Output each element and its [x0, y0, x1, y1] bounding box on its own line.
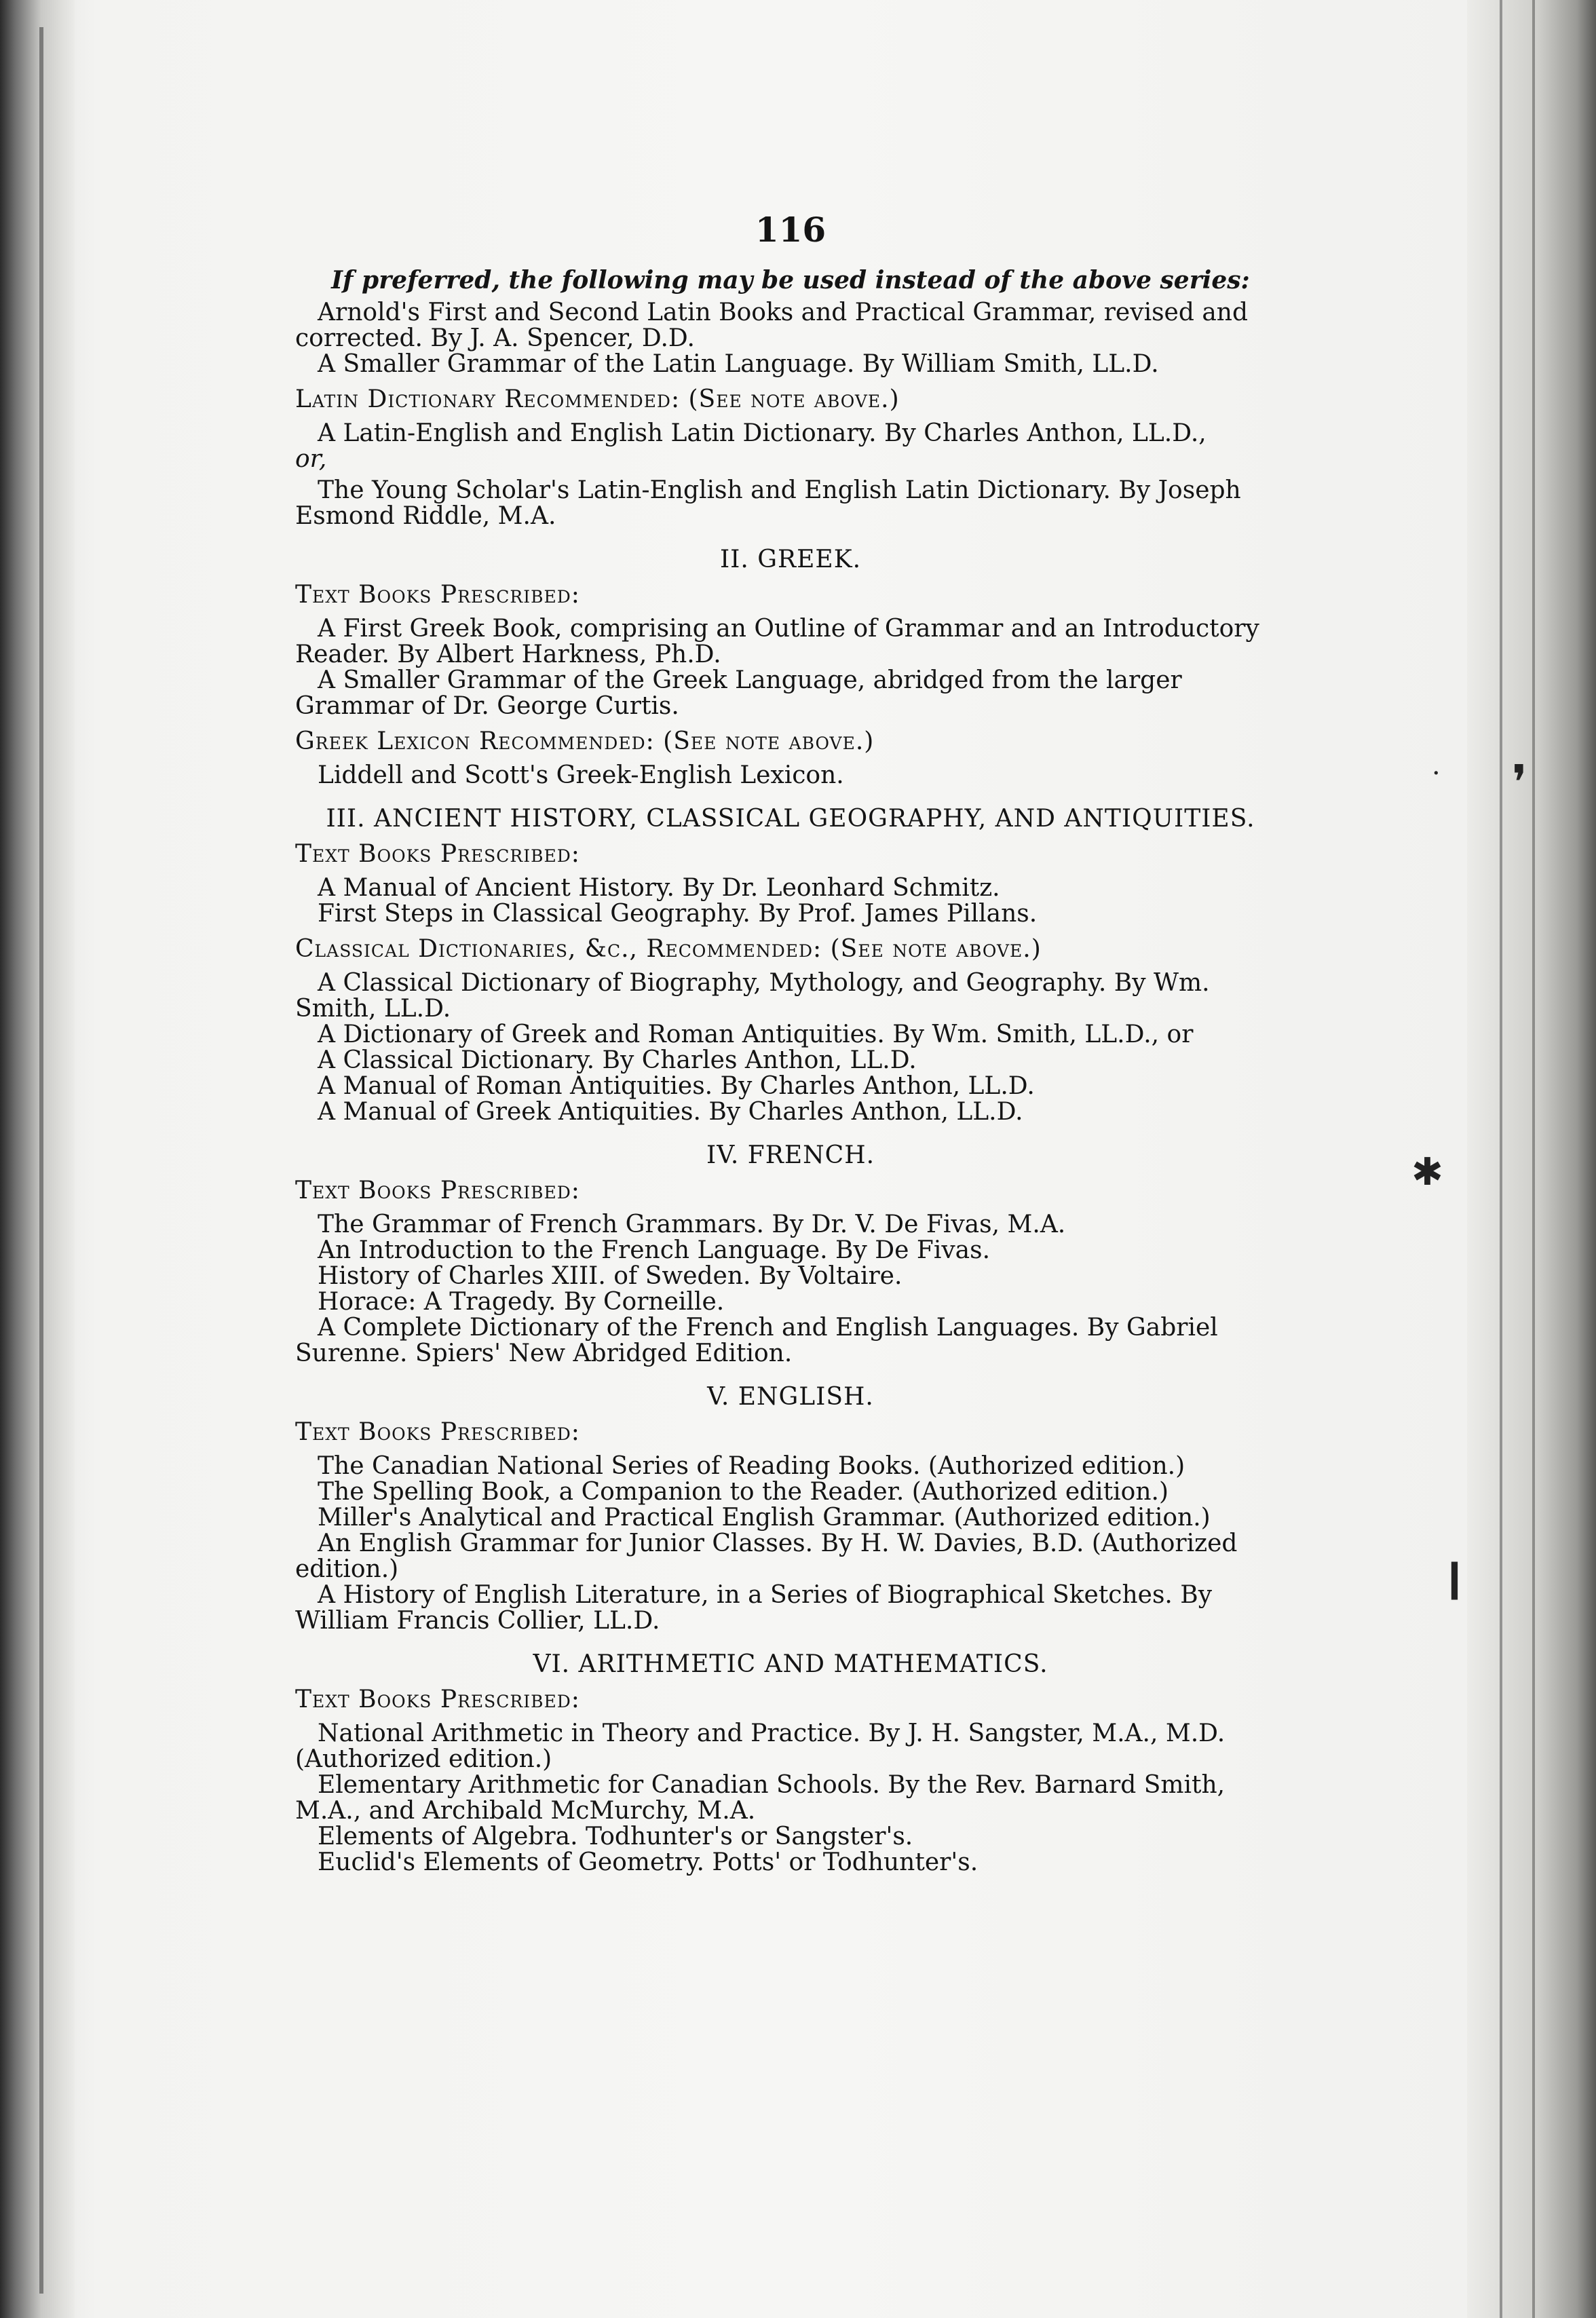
page-text — [295, 210, 1286, 1876]
section-label: Classical Dictionaries, &c., Recommended: (See note above.) — [295, 935, 1042, 963]
section-heading: III. ANCIENT HISTORY, CLASSICAL GEOGRAPHY, AND ANTIQUITIES. — [326, 805, 1255, 833]
ink-mark: ❙ — [1439, 1556, 1470, 1600]
page-fold-line — [1532, 0, 1535, 2318]
book-entry: Euclid's Elements of Geometry. Potts' or Todhunter's. — [318, 1848, 978, 1876]
book-entry: Liddell and Scott's Greek-English Lexicon. — [318, 761, 844, 789]
book-entry: A Classical Dictionary. By Charles Anthon, LL.D. — [318, 1046, 917, 1074]
book-binding-left — [0, 0, 75, 2318]
section-heading: V. ENGLISH. — [707, 1383, 874, 1411]
book-entry: An Introduction to the French Language. By De Fivas. — [318, 1236, 991, 1264]
section-heading: VI. ARITHMETIC AND MATHEMATICS. — [533, 1650, 1048, 1678]
ink-mark: ✱ — [1411, 1150, 1443, 1194]
section-label: Latin Dictionary Recommended: (See note above.) — [295, 385, 900, 413]
section-label: Text Books Prescribed: — [295, 1418, 580, 1446]
section-label: Text Books Prescribed: — [295, 1177, 580, 1204]
book-entry: A Latin-English and English Latin Dictionary. By Charles Anthon, LL.D., — [318, 419, 1206, 447]
intro-note: If preferred, the following may be used instead of the above series: — [331, 266, 1250, 294]
book-entry: A Manual of Roman Antiquities. By Charles Anthon, LL.D. — [318, 1072, 1035, 1100]
or-conjunction: or, — [295, 445, 327, 473]
book-entry: Elementary Arithmetic for Canadian Schools. By the Rev. Barnard Smith, M.A., and Archibald McMurchy, M.A. — [295, 1771, 1226, 1825]
book-entry: First Steps in Classical Geography. By Prof. James Pillans. — [318, 900, 1038, 928]
section-label: Greek Lexicon Recommended: (See note above.) — [295, 727, 875, 755]
book-entry: A First Greek Book, comprising an Outline of Grammar and an Introductory Reader. By Albert Harkness, Ph.D. — [295, 615, 1259, 668]
book-entry: Horace: A Tragedy. By Corneille. — [318, 1288, 725, 1316]
section-heading: II. GREEK. — [719, 546, 862, 573]
ink-mark: · — [1432, 758, 1441, 789]
book-entry: The Young Scholar's Latin-English and English Latin Dictionary. By Joseph Esmond Riddle, M.A. — [295, 476, 1241, 530]
section-label: Text Books Prescribed: — [295, 840, 580, 868]
page-fold-line — [1500, 0, 1502, 2318]
book-entry: A Smaller Grammar of the Greek Language, abridged from the larger Grammar of Dr. George Curtis. — [295, 666, 1182, 720]
book-entry: The Spelling Book, a Companion to the Reader. (Authorized edition.) — [318, 1478, 1169, 1506]
section-label: Text Books Prescribed: — [295, 581, 580, 609]
page-number: 116 — [755, 210, 826, 250]
book-entry: A Manual of Ancient History. By Dr. Leonhard Schmitz. — [318, 874, 1000, 902]
book-entry: A Smaller Grammar of the Latin Language. By William Smith, LL.D. — [318, 350, 1159, 378]
book-entry: History of Charles XIII. of Sweden. By Voltaire. — [318, 1262, 902, 1290]
book-entry: The Canadian National Series of Reading Books. (Authorized edition.) — [318, 1452, 1185, 1480]
ink-mark: ❜ — [1512, 755, 1527, 810]
book-entry: A History of English Literature, in a Series of Biographical Sketches. By William Francis Collier, LL.D. — [295, 1581, 1213, 1635]
book-entry: Elements of Algebra. Todhunter's or Sangster's. — [318, 1823, 913, 1850]
section-label: Text Books Prescribed: — [295, 1686, 580, 1713]
book-entry: The Grammar of French Grammars. By Dr. V. De Fivas, M.A. — [318, 1211, 1066, 1238]
section-heading: IV. FRENCH. — [706, 1141, 875, 1169]
book-entry: Arnold's First and Second Latin Books and Practical Grammar, revised and corrected. By J. A. Spencer, D.D. — [295, 299, 1249, 352]
book-entry: A Dictionary of Greek and Roman Antiquities. By Wm. Smith, LL.D., or — [318, 1021, 1194, 1048]
book-entry: An English Grammar for Junior Classes. By H. W. Davies, B.D. (Authorized edition.) — [295, 1530, 1238, 1583]
book-entry: A Complete Dictionary of the French and English Languages. By Gabriel Surenne. Spiers' New Abridged Edition. — [295, 1314, 1218, 1367]
book-entry: A Manual of Greek Antiquities. By Charles Anthon, LL.D. — [318, 1098, 1023, 1126]
book-entry: National Arithmetic in Theory and Practice. By J. H. Sangster, M.A., M.D. (Authorized edition.) — [295, 1720, 1226, 1773]
page-edge-right — [1467, 0, 1596, 2318]
book-entry: A Classical Dictionary of Biography, Mythology, and Geography. By Wm. Smith, LL.D. — [295, 969, 1210, 1023]
book-entry: Miller's Analytical and Practical English Grammar. (Authorized edition.) — [318, 1504, 1211, 1532]
